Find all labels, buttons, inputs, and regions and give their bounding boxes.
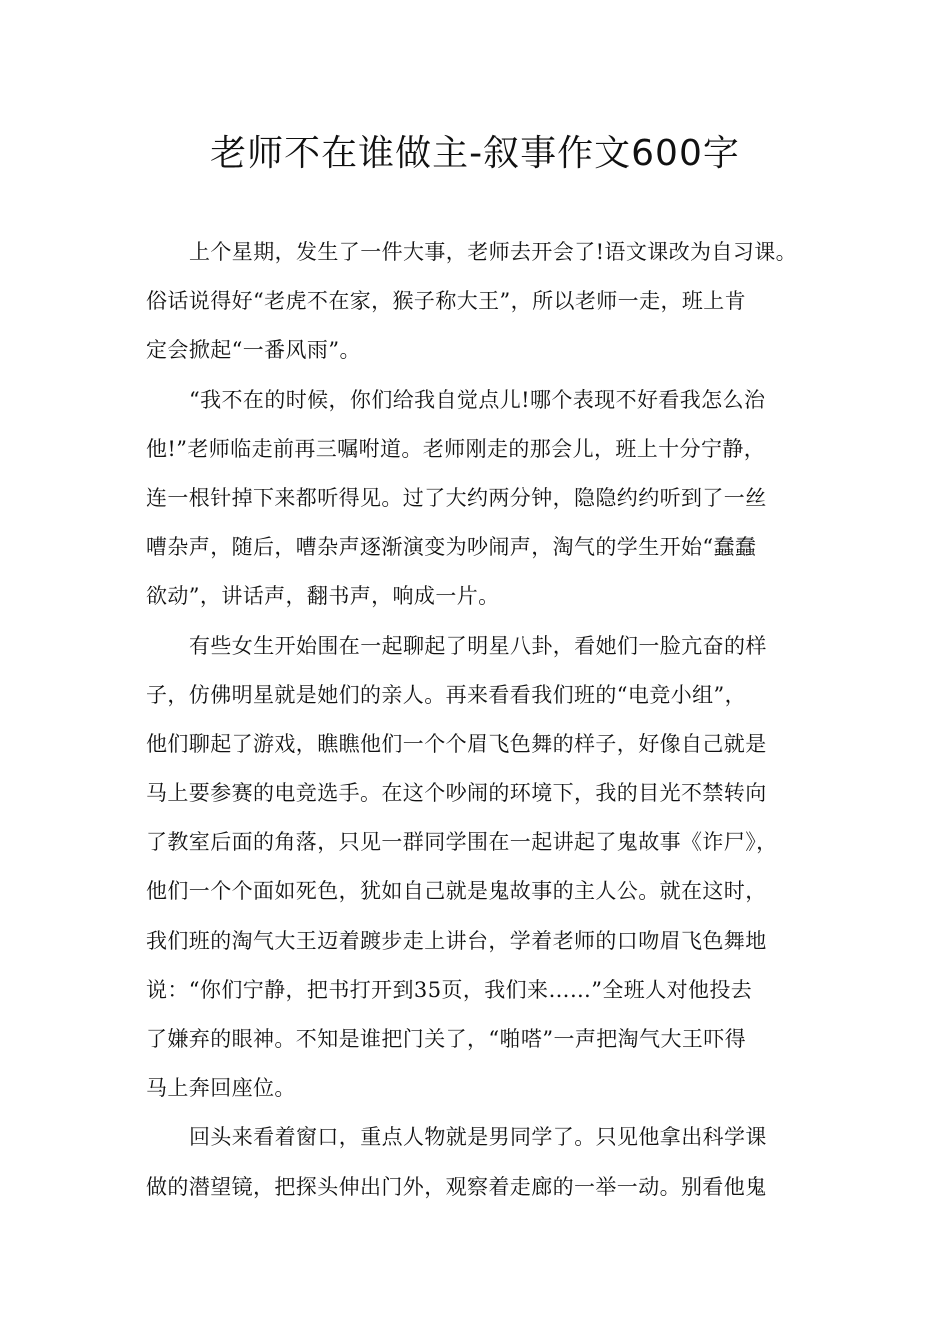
document-body [146,228,826,1212]
text-line: 我们班的淘气大王迈着踱步走上讲台，学着老师的口吻眉飞色舞地 [146,928,767,953]
text-line: 说：“你们宁静，把书打开到35页，我们来……”全班人对他投去 [146,977,753,1002]
text-line: 俗话说得好“老虎不在家，猴子称大王”，所以老师一走，班上肯 [146,289,747,314]
text-line: 嘈杂声，随后，嘈杂声逐渐演变为吵闹声，淘气的学生开始“蠢蠢 [146,535,757,560]
text-line: 他们聊起了游戏，瞧瞧他们一个个眉飞色舞的样子，好像自己就是 [146,731,767,756]
text-line: 做的潜望镜，把探头伸出门外，观察着走廊的一举一动。别看他鬼 [146,1174,767,1199]
text-line: 他!”老师临走前再三嘱咐道。老师刚走的那会儿，班上十分宁静， [146,436,766,461]
text-line: 他们一个个面如死色，犹如自己就是鬼故事的主人公。就在这时， [146,879,767,904]
document-title: 老师不在谁做主-叙事作文600字 [210,133,740,174]
paragraph-1 [146,228,826,376]
text-line: 欲动”，讲话声，翻书声，响成一片。 [146,584,500,609]
text-line: 马上奔回座位。 [146,1076,296,1101]
text-line: “我不在的时候，你们给我自觉点儿!哪个表现不好看我怎么治 [189,387,766,412]
text-line: 定会掀起“一番风雨”。 [146,338,361,363]
paragraph-2 [146,376,826,622]
text-line: 有些女生开始围在一起聊起了明星八卦，看她们一脸亢奋的样 [189,633,767,658]
text-line: 了教室后面的角落，只见一群同学围在一起讲起了鬼故事《诈尸》， [146,830,778,855]
text-line: 连一根针掉下来都听得见。过了大约两分钟，隐隐约约听到了一丝 [146,485,767,510]
text-line: 回头来看着窗口，重点人物就是男同学了。只见他拿出科学课 [189,1125,767,1150]
text-line: 子，仿佛明星就是她们的亲人。再来看看我们班的“电竞小组”， [146,682,747,707]
text-line: 了嫌弃的眼神。不知是谁把门关了，“啪嗒”一声把淘气大王吓得 [146,1027,747,1051]
paragraph-4 [146,1113,826,1211]
text-line: 马上要参赛的电竞选手。在这个吵闹的环境下，我的目光不禁转向 [146,781,767,806]
text-line: 上个星期，发生了一件大事，老师去开会了!语文课改为自习课。 [189,240,798,264]
paragraph-3 [146,622,826,1114]
